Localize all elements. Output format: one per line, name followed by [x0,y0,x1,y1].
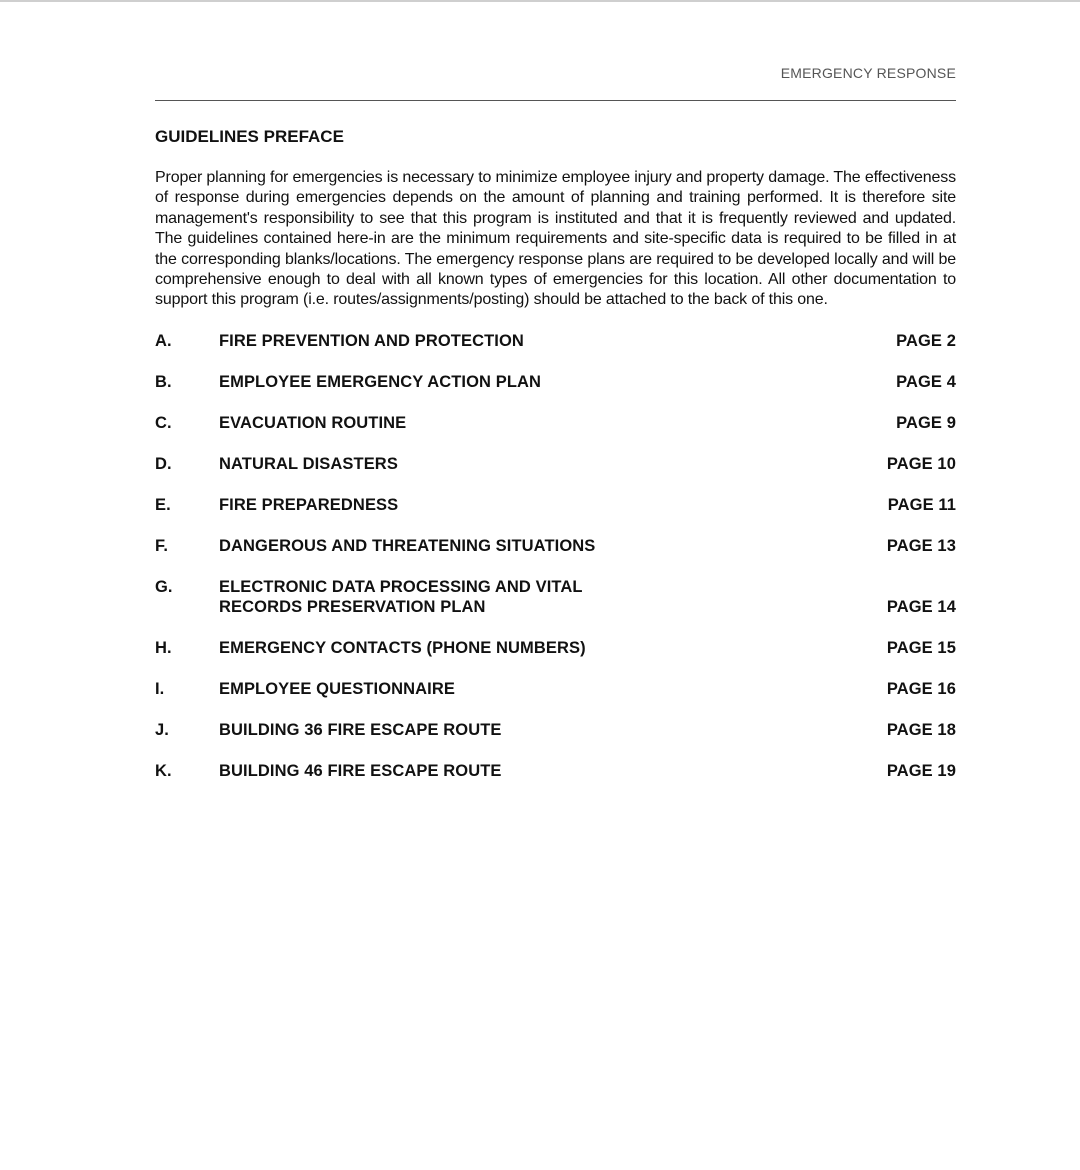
toc-title-line: BUILDING 46 FIRE ESCAPE ROUTE [219,761,502,780]
toc-title [219,638,887,658]
toc-title [219,679,887,699]
preface-paragraph: Proper planning for emergencies is necessary to minimize employee injury and property damage. The effectiveness of response during emergencies depends on the amount of planning and training performed. It is therefore site management's responsibility to see that this program is instituted and that it is frequently reviewed and updated. The guidelines contained here-in are the minimum requirements and site-specific data is required to be filled in at the corresponding blanks/locations. The emergency response plans are required to be developed locally and will be comprehensive enough to deal with all known types of emergencies for this location. All other documentation to support this program (i.e. routes/assignments/posting) should be attached to the back of this one. [155,169,956,309]
toc-row [155,495,956,515]
toc-letter: C. [155,413,172,432]
toc-title [219,495,888,515]
toc-title-line: EMERGENCY CONTACTS (PHONE NUMBERS) [219,638,586,657]
toc-page-number: PAGE 19 [886,761,956,780]
toc-title [219,577,887,617]
toc-title [219,413,896,433]
document-page [155,62,956,802]
toc-letter: K. [155,761,172,780]
toc-letter: H. [155,638,172,657]
toc-page-number: PAGE 2 [896,331,956,350]
toc-page-number: PAGE 13 [886,536,956,555]
toc-title [219,761,887,781]
toc-page-number: PAGE 4 [896,372,956,391]
running-header: EMERGENCY RESPONSE [780,65,956,81]
toc-row [155,454,956,474]
toc-letter: F. [155,536,169,555]
toc-row [155,413,956,433]
toc-letter: A. [155,331,172,350]
toc-title-line: EMPLOYEE QUESTIONNAIRE [219,679,455,698]
toc-title-line: EMPLOYEE EMERGENCY ACTION PLAN [219,372,542,391]
toc-page-number: PAGE 14 [886,597,956,616]
toc-row [155,638,956,658]
toc-page-number: PAGE 9 [896,413,956,432]
table-of-contents [155,331,956,781]
toc-page-number: PAGE 16 [886,679,956,698]
toc-row [155,577,956,617]
toc-title [219,720,887,740]
toc-title-line: RECORDS PRESERVATION PLAN [219,597,486,616]
toc-row [155,761,956,781]
toc-letter: G. [155,577,173,596]
header-divider [155,100,956,101]
toc-title [219,372,896,392]
toc-title-line: NATURAL DISASTERS [219,454,398,473]
toc-letter: B. [155,372,172,391]
toc-page-number: PAGE 15 [886,638,956,657]
toc-letter: I. [155,679,165,698]
toc-row [155,372,956,392]
section-title: GUIDELINES PREFACE [155,127,344,146]
toc-letter: J. [155,720,169,739]
toc-row [155,536,956,556]
toc-letter: D. [155,454,172,473]
toc-title-line: EVACUATION ROUTINE [219,413,407,432]
toc-title-line: ELECTRONIC DATA PROCESSING AND VITAL [219,577,583,596]
toc-page-number: PAGE 11 [887,495,956,514]
toc-title [219,331,896,351]
toc-title-line: FIRE PREPAREDNESS [219,495,399,514]
toc-title-line: FIRE PREVENTION AND PROTECTION [219,331,524,350]
toc-title [219,454,887,474]
toc-row [155,331,956,351]
toc-title-line: BUILDING 36 FIRE ESCAPE ROUTE [219,720,502,739]
toc-page-number: PAGE 18 [886,720,956,739]
toc-title [219,536,887,556]
toc-row [155,679,956,699]
toc-page-number: PAGE 10 [886,454,956,473]
page-top-edge [0,0,1080,2]
toc-letter: E. [155,495,171,514]
toc-row [155,720,956,740]
toc-title-line: DANGEROUS AND THREATENING SITUATIONS [219,536,596,555]
